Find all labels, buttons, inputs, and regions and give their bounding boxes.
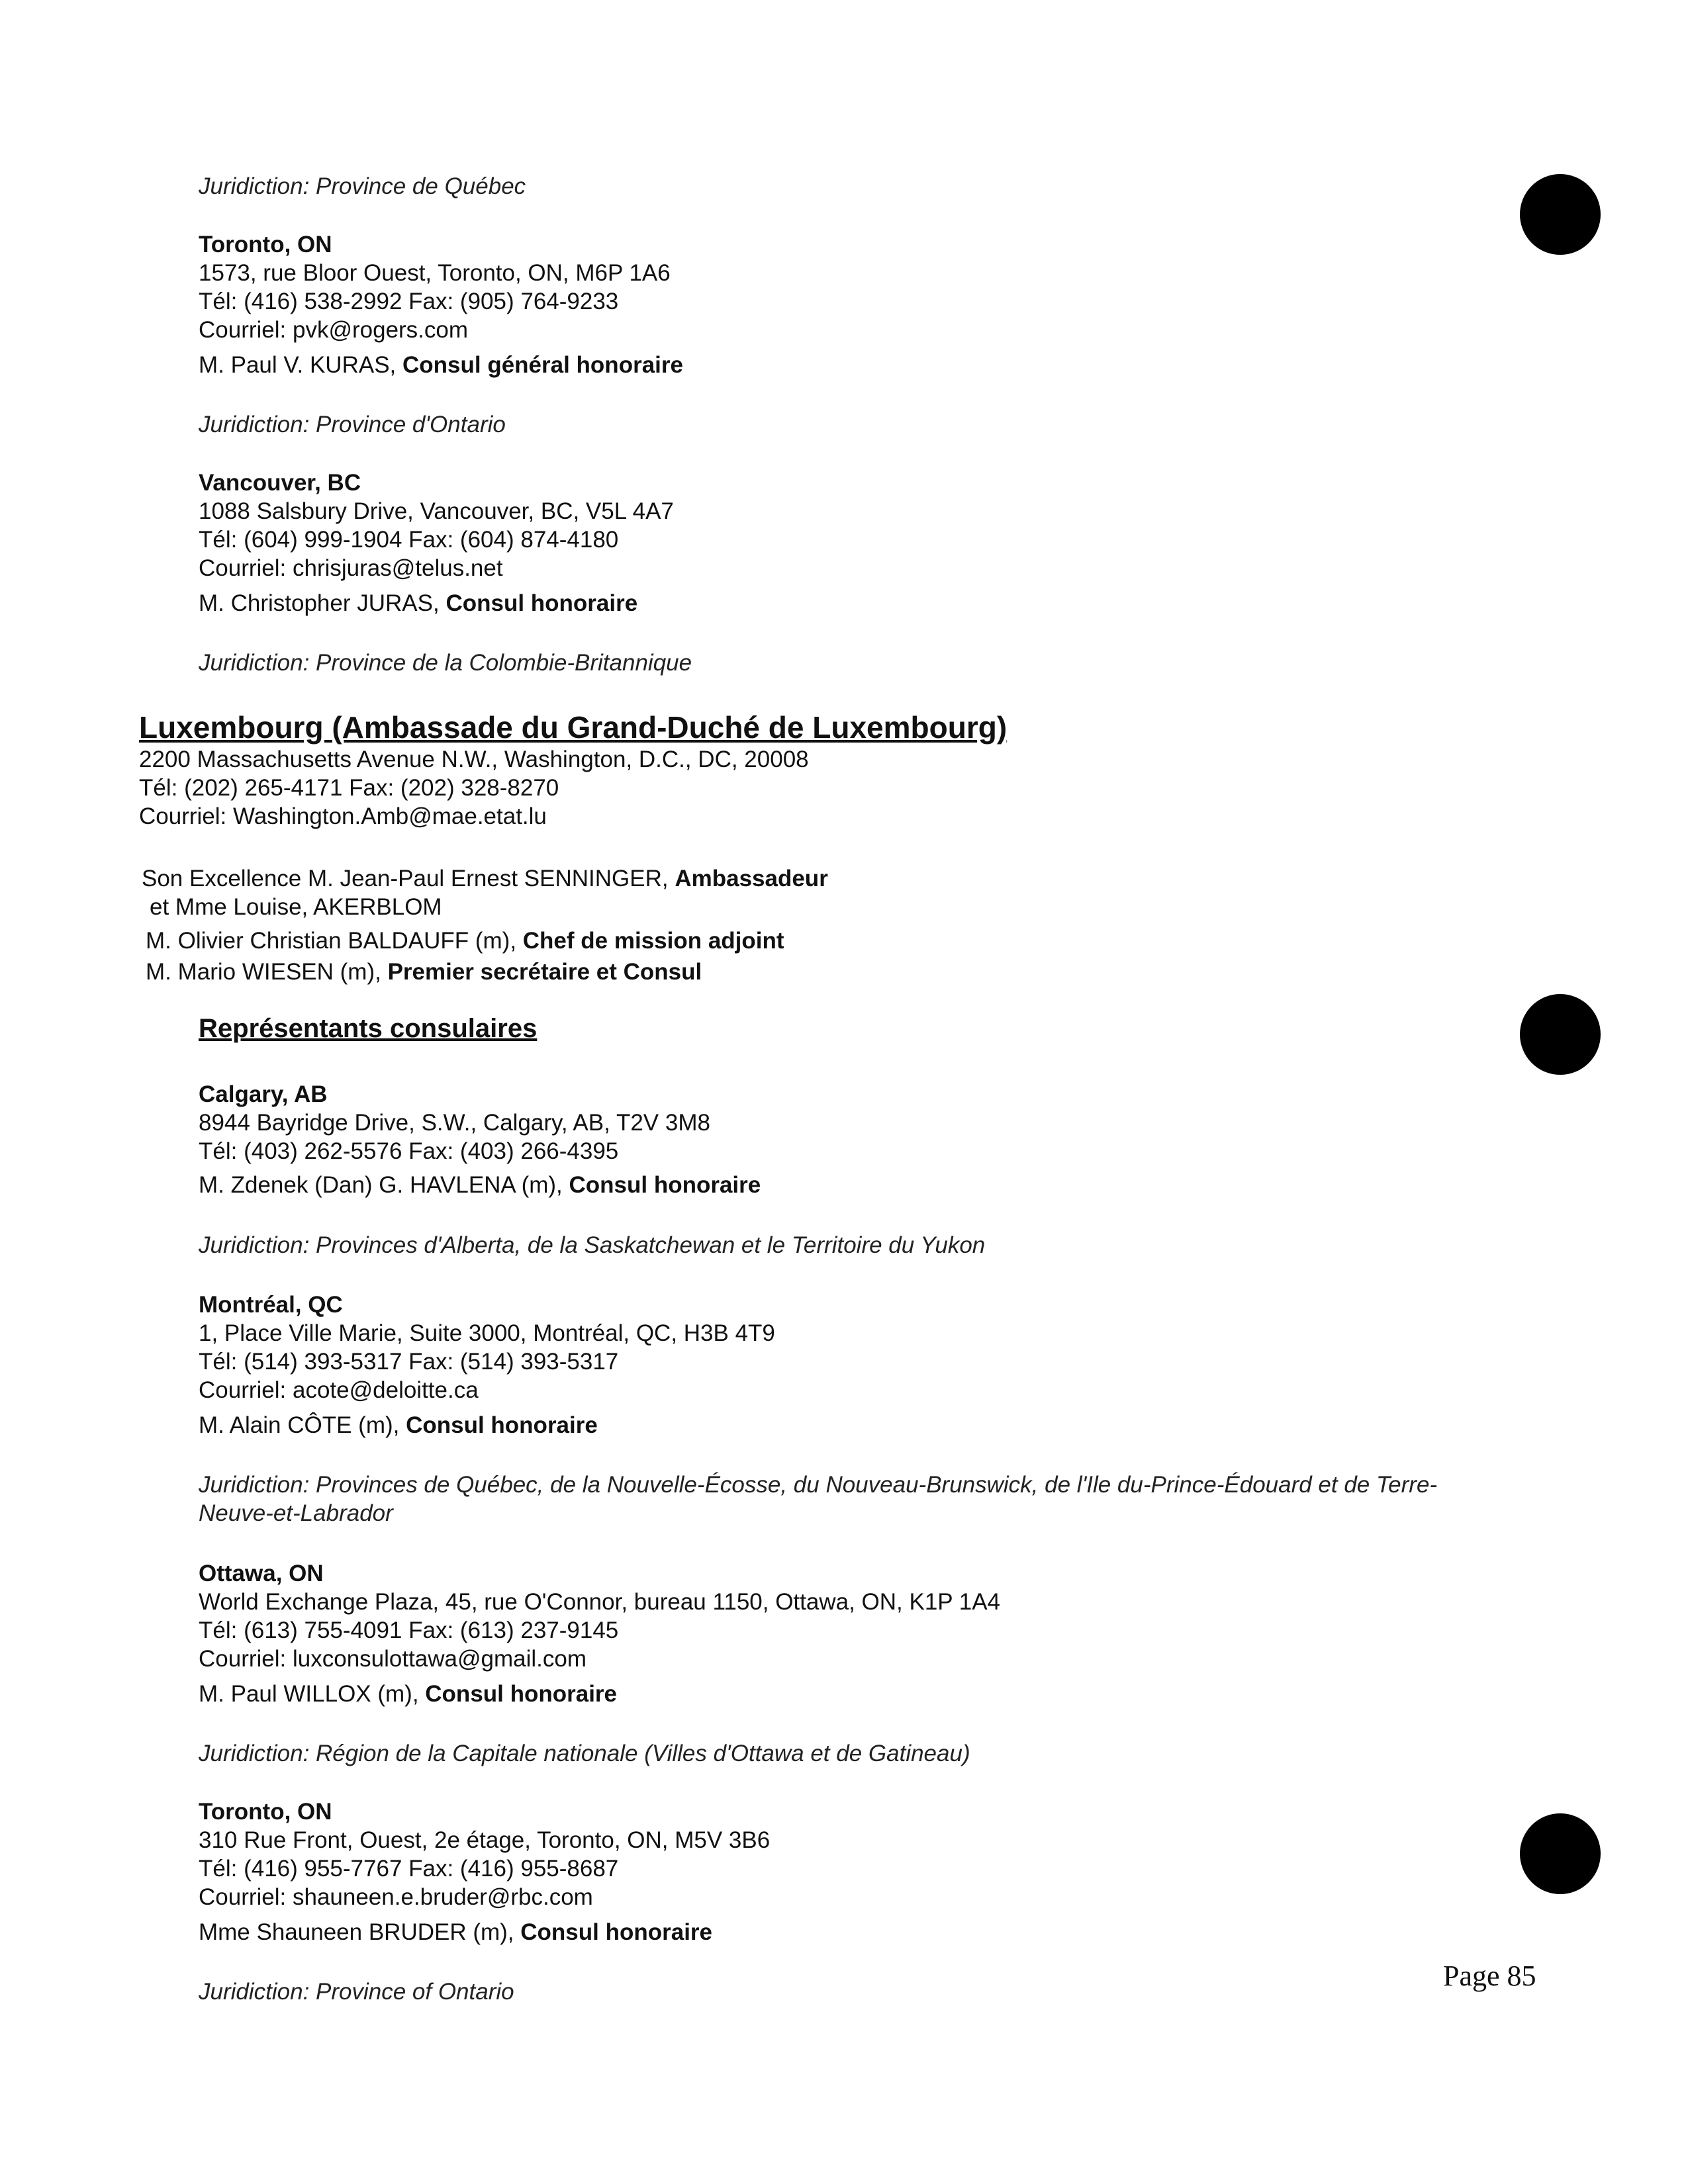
address: World Exchange Plaza, 45, rue O'Connor, bureau 1150, Ottawa, ON, K1P 1A4 <box>199 1589 1001 1615</box>
city-heading: Montréal, QC <box>199 1292 343 1318</box>
country-heading-luxembourg: Luxembourg (Ambassade du Grand-Duché de Luxembourg) <box>139 710 1008 745</box>
staff-deputy <box>146 927 828 955</box>
phone-fax: Tél: (416) 538-2992 Fax: (905) 764-9233 <box>199 289 619 314</box>
consul-title: Consul honoraire <box>445 590 638 616</box>
address: 1088 Salsbury Drive, Vancouver, BC, V5L 4A7 <box>199 498 674 524</box>
rep-calgary <box>199 1080 761 1199</box>
consul-title: Consul honoraire <box>425 1681 618 1707</box>
staff-spouse <box>150 893 828 921</box>
punch-hole-bottom <box>1520 1813 1601 1894</box>
address: 1573, rue Bloor Ouest, Toronto, ON, M6P 1A6 <box>199 260 671 286</box>
embassy-email: Courriel: Washington.Amb@mae.etat.lu <box>139 803 547 829</box>
embassy-contact <box>139 745 809 831</box>
vancouver-entry <box>199 469 674 617</box>
toronto-entry <box>199 230 683 379</box>
page-number: Page 85 <box>1443 1960 1536 1992</box>
city-heading: Toronto, ON <box>199 232 332 257</box>
city-heading: Toronto, ON <box>199 1799 332 1825</box>
staff-name: Son Excellence M. Jean-Paul Ernest SENNINGER, <box>142 866 675 891</box>
consul-line <box>199 1171 761 1199</box>
staff-ambassador <box>142 864 828 893</box>
rep-ottawa <box>199 1559 1000 1708</box>
email: Courriel: pvk@rogers.com <box>199 317 469 343</box>
consul-title: Consul honoraire <box>569 1172 761 1198</box>
juridiction-montreal <box>199 1471 1437 1527</box>
city-heading: Ottawa, ON <box>199 1561 324 1586</box>
embassy-address: 2200 Massachusetts Avenue N.W., Washington, D.C., DC, 20008 <box>139 747 809 772</box>
phone-fax: Tél: (514) 393-5317 Fax: (514) 393-5317 <box>199 1349 619 1375</box>
juridiction-line-1: Juridiction: Provinces de Québec, de la Nouvelle-Écosse, du Nouveau-Brunswick, de l'Ile du-Prince-Édouard et de Terre- <box>199 1472 1438 1498</box>
consul-title: Consul général honoraire <box>402 352 683 378</box>
rep-montreal <box>199 1291 775 1439</box>
juridiction-line-2: Neuve-et-Labrador <box>199 1500 393 1526</box>
city-heading: Vancouver, BC <box>199 470 361 496</box>
address: 310 Rue Front, Ouest, 2e étage, Toronto, ON, M5V 3B6 <box>199 1827 771 1853</box>
staff-first-secretary <box>146 958 828 986</box>
phone-fax: Tél: (613) 755-4091 Fax: (613) 237-9145 <box>199 1617 619 1643</box>
punch-hole-middle <box>1520 994 1601 1075</box>
staff-title: Chef de mission adjoint <box>522 928 784 954</box>
juridiction-toronto: Juridiction: Province of Ontario <box>199 1979 514 2005</box>
consul-line <box>199 1680 1000 1708</box>
phone-fax: Tél: (403) 262-5576 Fax: (403) 266-4395 <box>199 1138 619 1164</box>
email: Courriel: shauneen.e.bruder@rbc.com <box>199 1884 593 1910</box>
juridiction-quebec: Juridiction: Province de Québec <box>199 173 526 199</box>
staff-title: Premier secrétaire et Consul <box>387 959 702 985</box>
address: 8944 Bayridge Drive, S.W., Calgary, AB, T2V 3M8 <box>199 1110 710 1136</box>
juridiction-ottawa: Juridiction: Région de la Capitale nationale (Villes d'Ottawa et de Gatineau) <box>199 1741 970 1766</box>
juridiction-calgary: Juridiction: Provinces d'Alberta, de la Saskatchewan et le Territoire du Yukon <box>199 1232 986 1258</box>
consul-title: Consul honoraire <box>520 1919 713 1945</box>
section-heading-reps: Représentants consulaires <box>199 1014 538 1043</box>
consul-line <box>199 1918 770 1946</box>
punch-hole-top <box>1520 174 1601 255</box>
juridiction-colombie: Juridiction: Province de la Colombie-Britannique <box>199 650 692 676</box>
staff-name: et Mme Louise, AKERBLOM <box>150 894 442 920</box>
consul-name: Mme Shauneen BRUDER (m), <box>199 1919 521 1945</box>
juridiction-ontario: Juridiction: Province d'Ontario <box>199 412 506 437</box>
embassy-phone-fax: Tél: (202) 265-4171 Fax: (202) 328-8270 <box>139 775 559 801</box>
consul-name: M. Alain CÔTE (m), <box>199 1412 406 1438</box>
consul-name: M. Paul WILLOX (m), <box>199 1681 426 1707</box>
staff-title: Ambassadeur <box>675 866 828 891</box>
email: Courriel: acote@deloitte.ca <box>199 1377 479 1403</box>
rep-toronto <box>199 1797 770 1946</box>
staff-name: M. Olivier Christian BALDAUFF (m), <box>146 928 523 954</box>
consul-title: Consul honoraire <box>406 1412 598 1438</box>
phone-fax: Tél: (416) 955-7767 Fax: (416) 955-8687 <box>199 1856 619 1882</box>
consul-name: M. Paul V. KURAS, <box>199 352 402 378</box>
consul-line <box>199 589 674 617</box>
email: Courriel: luxconsulottawa@gmail.com <box>199 1646 587 1672</box>
consul-line <box>199 1411 775 1439</box>
embassy-staff <box>142 864 828 986</box>
consul-line <box>199 351 683 379</box>
consul-name: M. Christopher JURAS, <box>199 590 446 616</box>
consul-name: M. Zdenek (Dan) G. HAVLENA (m), <box>199 1172 569 1198</box>
city-heading: Calgary, AB <box>199 1081 328 1107</box>
email: Courriel: chrisjuras@telus.net <box>199 555 503 581</box>
address: 1, Place Ville Marie, Suite 3000, Montréal, QC, H3B 4T9 <box>199 1320 775 1346</box>
phone-fax: Tél: (604) 999-1904 Fax: (604) 874-4180 <box>199 527 619 553</box>
staff-name: M. Mario WIESEN (m), <box>146 959 388 985</box>
